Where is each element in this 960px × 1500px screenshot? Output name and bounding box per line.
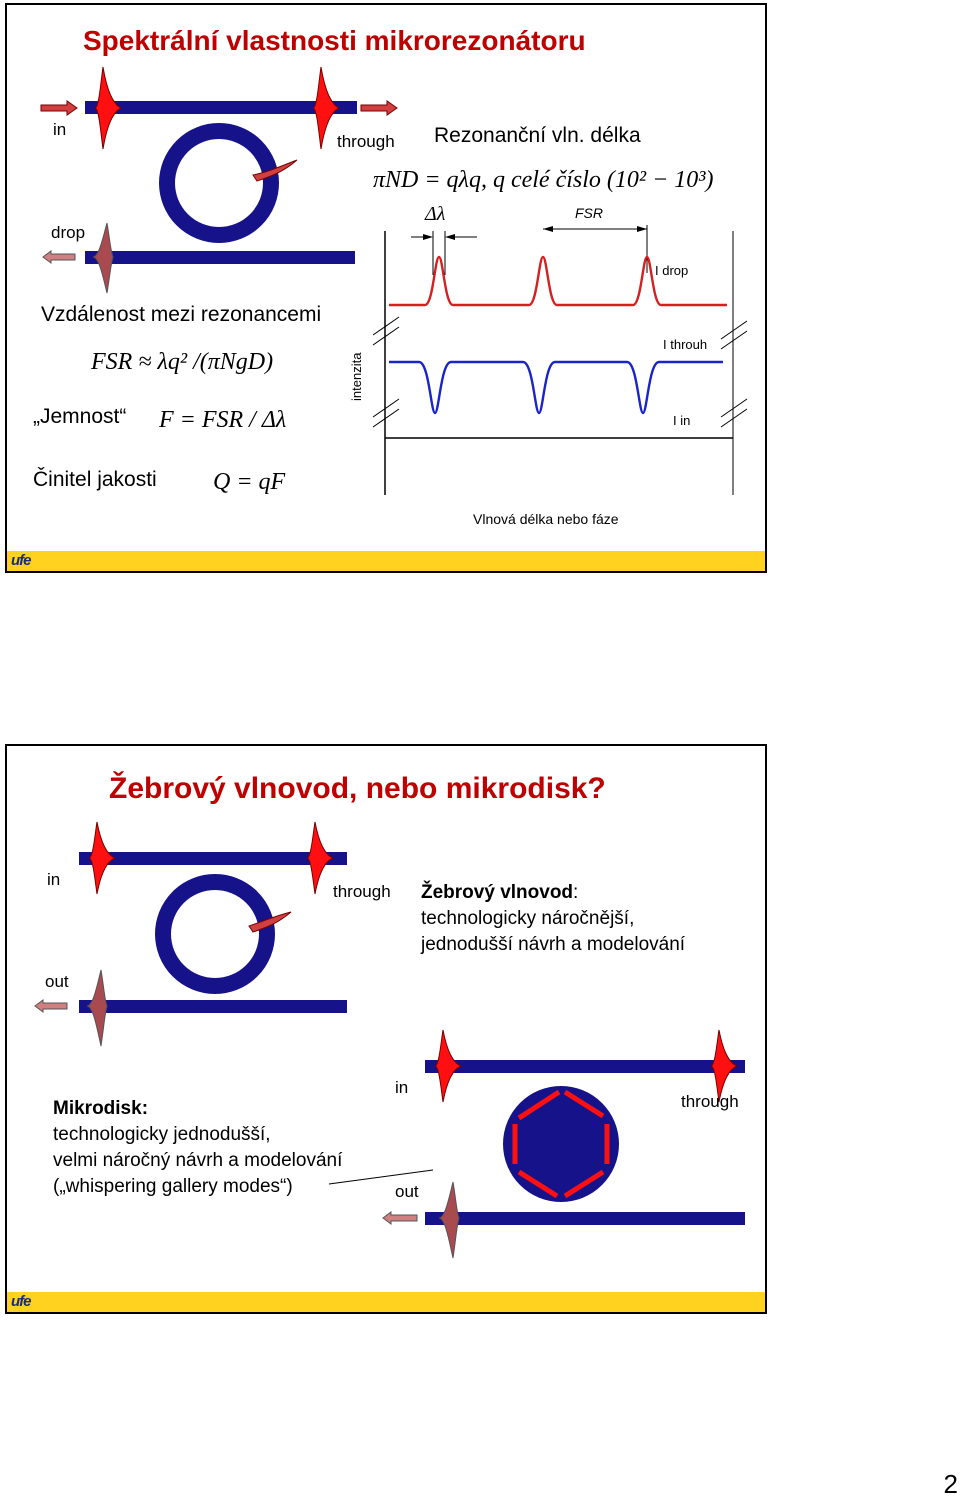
label-through: through	[337, 132, 395, 151]
slide-spectral-properties	[5, 3, 767, 573]
footer-bar	[7, 1292, 765, 1312]
disk-input-pulse-icon	[435, 1030, 461, 1102]
rib-line-2: jednodušší návrh a modelování	[421, 934, 686, 955]
delta-lambda-label: Δλ	[425, 203, 446, 225]
label-in: in	[47, 870, 61, 889]
microdisk-line-3: („whispering gallery modes“)	[53, 1176, 293, 1197]
disk-label-out: out	[395, 1182, 419, 1201]
slide-title: Spektrální vlastnosti mikrorezonátoru	[83, 25, 586, 56]
slide-title: Žebrový vlnovod, nebo mikrodisk?	[109, 772, 606, 805]
i-in-label: I in	[673, 413, 691, 428]
finesse-label: „Jemnost“	[33, 405, 127, 428]
through-pulse-icon	[307, 822, 333, 894]
disk-top-waveguide	[425, 1060, 745, 1073]
disk-out-arrow-icon	[383, 1212, 417, 1224]
microdisk-line-2: velmi náročný návrh a modelování	[53, 1150, 343, 1171]
label-out: out	[45, 972, 69, 991]
page-number: 2	[943, 1469, 958, 1499]
ring-resonator	[163, 882, 267, 986]
fsr-formula: FSR ≈ λq² /(πNgD)	[91, 349, 274, 375]
ufe-logo: ufe	[11, 552, 31, 569]
disk-label-in: in	[395, 1078, 409, 1097]
quality-formula: Q = qF	[213, 469, 286, 495]
rib-waveguide-heading: Žebrový vlnovod:	[421, 882, 579, 903]
input-pulse-icon	[89, 822, 115, 894]
microdisk	[503, 1086, 619, 1202]
label-through: through	[333, 882, 391, 901]
disk-bottom-waveguide	[425, 1212, 745, 1225]
ufe-logo: ufe	[11, 1293, 31, 1310]
quality-label: Činitel jakosti	[33, 468, 157, 491]
resonance-heading: Rezonanční vln. délka	[434, 124, 641, 147]
i-through-label: I throuh	[663, 337, 708, 352]
fsr-label: FSR	[575, 205, 603, 221]
slide-rib-vs-microdisk	[5, 744, 767, 1314]
through-curve	[389, 362, 723, 413]
finesse-formula: F = FSR / Δλ	[159, 407, 287, 433]
x-axis-label: Vlnová délka nebo fáze	[473, 511, 619, 527]
top-bus-waveguide	[79, 852, 347, 865]
out-arrow-icon	[35, 1000, 67, 1012]
label-in: in	[53, 120, 67, 139]
axis-break-marks	[373, 317, 747, 427]
rib-ring-diagram	[7, 746, 767, 1314]
microdisk-line-1: technologicky jednodušší,	[53, 1124, 271, 1145]
disk-out-pulse-icon	[439, 1182, 459, 1258]
i-drop-label: I drop	[655, 263, 689, 278]
out-pulse-icon	[87, 970, 107, 1046]
rib-line-1: technologicky náročnější,	[421, 908, 635, 929]
bottom-bus-waveguide	[79, 1000, 347, 1013]
microdisk-heading: Mikrodisk:	[53, 1098, 149, 1119]
label-drop: drop	[51, 223, 86, 242]
disk-label-through: through	[681, 1092, 739, 1111]
footer-bar	[7, 551, 765, 571]
y-axis-label: intenzita	[349, 352, 364, 401]
distance-heading: Vzdálenost mezi rezonancemi	[41, 303, 322, 326]
resonance-formula: πND = qλq, q celé číslo (10² − 10³)	[373, 167, 714, 193]
